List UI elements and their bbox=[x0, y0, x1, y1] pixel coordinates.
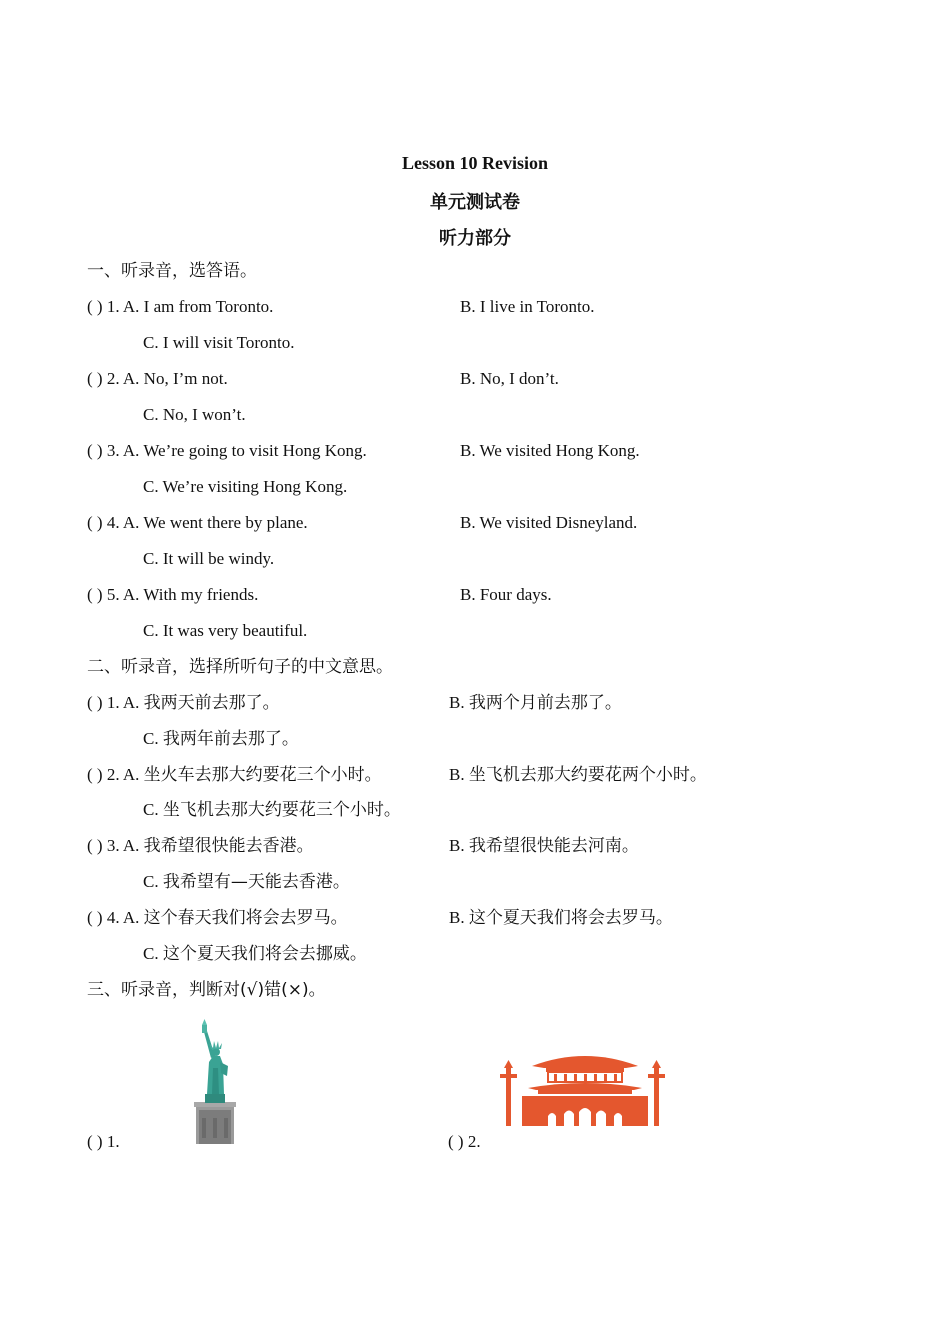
s1-q4-option-a: ( ) 4. A. We went there by plane. bbox=[87, 513, 308, 532]
s1-q2-option-b: B. No, I don’t. bbox=[460, 369, 559, 388]
s2-q3-option-b bbox=[449, 835, 639, 857]
s2-q1-c-prefix: C. bbox=[143, 729, 163, 748]
s2-q1-a-text: 我两天前去那了。 bbox=[143, 693, 280, 713]
s2-q1-b-text: 我两个月前去那了。 bbox=[468, 693, 622, 713]
s2-q3-c-prefix: C. bbox=[143, 872, 163, 891]
s2-q4-option-a bbox=[87, 907, 348, 929]
section2-heading: 二、听录音，选择所听句子的中文意思。 bbox=[87, 657, 393, 677]
s1-q1-option-c: C. I will visit Toronto. bbox=[143, 333, 295, 352]
s1-q2-option-a: ( ) 2. A. No, I’m not. bbox=[87, 369, 228, 388]
s2-q1-label: ( ) 1. A. bbox=[87, 693, 144, 712]
s2-q3-option-c bbox=[143, 871, 350, 893]
section-group-title: 听力部分 bbox=[439, 228, 511, 249]
s2-q2-b-prefix: B. bbox=[449, 765, 469, 784]
s3-q2-label: ( ) 2. bbox=[448, 1132, 481, 1151]
tiananmen-icon bbox=[498, 1050, 672, 1126]
s1-q2-option-c: C. No, I won’t. bbox=[143, 405, 246, 424]
s2-q4-option-c bbox=[143, 943, 367, 965]
s2-q3-label: ( ) 3. A. bbox=[87, 836, 144, 855]
s2-q2-c-prefix: C. bbox=[143, 800, 163, 819]
s1-q4-option-b: B. We visited Disneyland. bbox=[460, 513, 638, 532]
s2-q3-option-a bbox=[87, 835, 314, 857]
s1-q5-option-b: B. Four days. bbox=[460, 585, 552, 604]
s2-q1-option-a bbox=[87, 692, 280, 714]
s2-q3-b-prefix: B. bbox=[449, 836, 469, 855]
s3-q1-label: ( ) 1. bbox=[87, 1132, 120, 1151]
s1-q3-option-b: B. We visited Hong Kong. bbox=[460, 441, 640, 460]
s1-q5-option-c: C. It was very beautiful. bbox=[143, 621, 308, 640]
s2-q2-option-b bbox=[449, 764, 707, 786]
s1-q1-option-b: B. I live in Toronto. bbox=[460, 297, 595, 316]
s2-q2-label: ( ) 2. A. bbox=[87, 765, 144, 784]
s2-q2-c-text: 坐飞机去那大约要花三个小时。 bbox=[162, 800, 401, 820]
s2-q3-a-text: 我希望很快能去香港。 bbox=[143, 836, 314, 856]
s2-q1-c-text: 我两年前去那了。 bbox=[162, 729, 299, 749]
s1-q5-option-a: ( ) 5. A. With my friends. bbox=[87, 585, 259, 604]
statue-of-liberty-icon bbox=[190, 1018, 240, 1144]
s2-q3-b-text: 我希望很快能去河南。 bbox=[468, 836, 639, 856]
section1-heading: 一、听录音，选答语。 bbox=[87, 261, 257, 281]
s1-q4-option-c: C. It will be windy. bbox=[143, 549, 275, 568]
section3-heading: 三、听录音，判断对(√)错(×)。 bbox=[87, 980, 326, 1000]
s2-q1-option-b bbox=[449, 692, 622, 714]
s2-q1-option-c bbox=[143, 728, 299, 750]
s2-q4-c-prefix: C. bbox=[143, 944, 163, 963]
s2-q1-b-prefix: B. bbox=[449, 693, 469, 712]
s2-q4-label: ( ) 4. A. bbox=[87, 908, 144, 927]
page-subtitle: 单元测试卷 bbox=[430, 192, 520, 213]
s1-q3-option-c: C. We’re visiting Hong Kong. bbox=[143, 477, 348, 496]
s2-q3-c-text: 我希望有—天能去香港。 bbox=[162, 872, 350, 892]
s2-q4-b-text: 这个夏天我们将会去罗马。 bbox=[468, 908, 673, 928]
s2-q4-c-text: 这个夏天我们将会去挪威。 bbox=[162, 944, 367, 964]
s1-q1-option-a: ( ) 1. A. I am from Toronto. bbox=[87, 297, 274, 316]
s2-q2-option-a bbox=[87, 764, 382, 786]
s2-q4-b-prefix: B. bbox=[449, 908, 469, 927]
s2-q2-a-text: 坐火车去那大约要花三个小时。 bbox=[143, 765, 382, 785]
s2-q4-option-b bbox=[449, 907, 673, 929]
s2-q2-b-text: 坐飞机去那大约要花两个小时。 bbox=[468, 765, 707, 785]
s2-q2-option-c bbox=[143, 799, 401, 821]
s1-q3-option-a: ( ) 3. A. We’re going to visit Hong Kong. bbox=[87, 441, 367, 460]
page-title: Lesson 10 Revision bbox=[401, 153, 549, 173]
s2-q4-a-text: 这个春天我们将会去罗马。 bbox=[143, 908, 348, 928]
